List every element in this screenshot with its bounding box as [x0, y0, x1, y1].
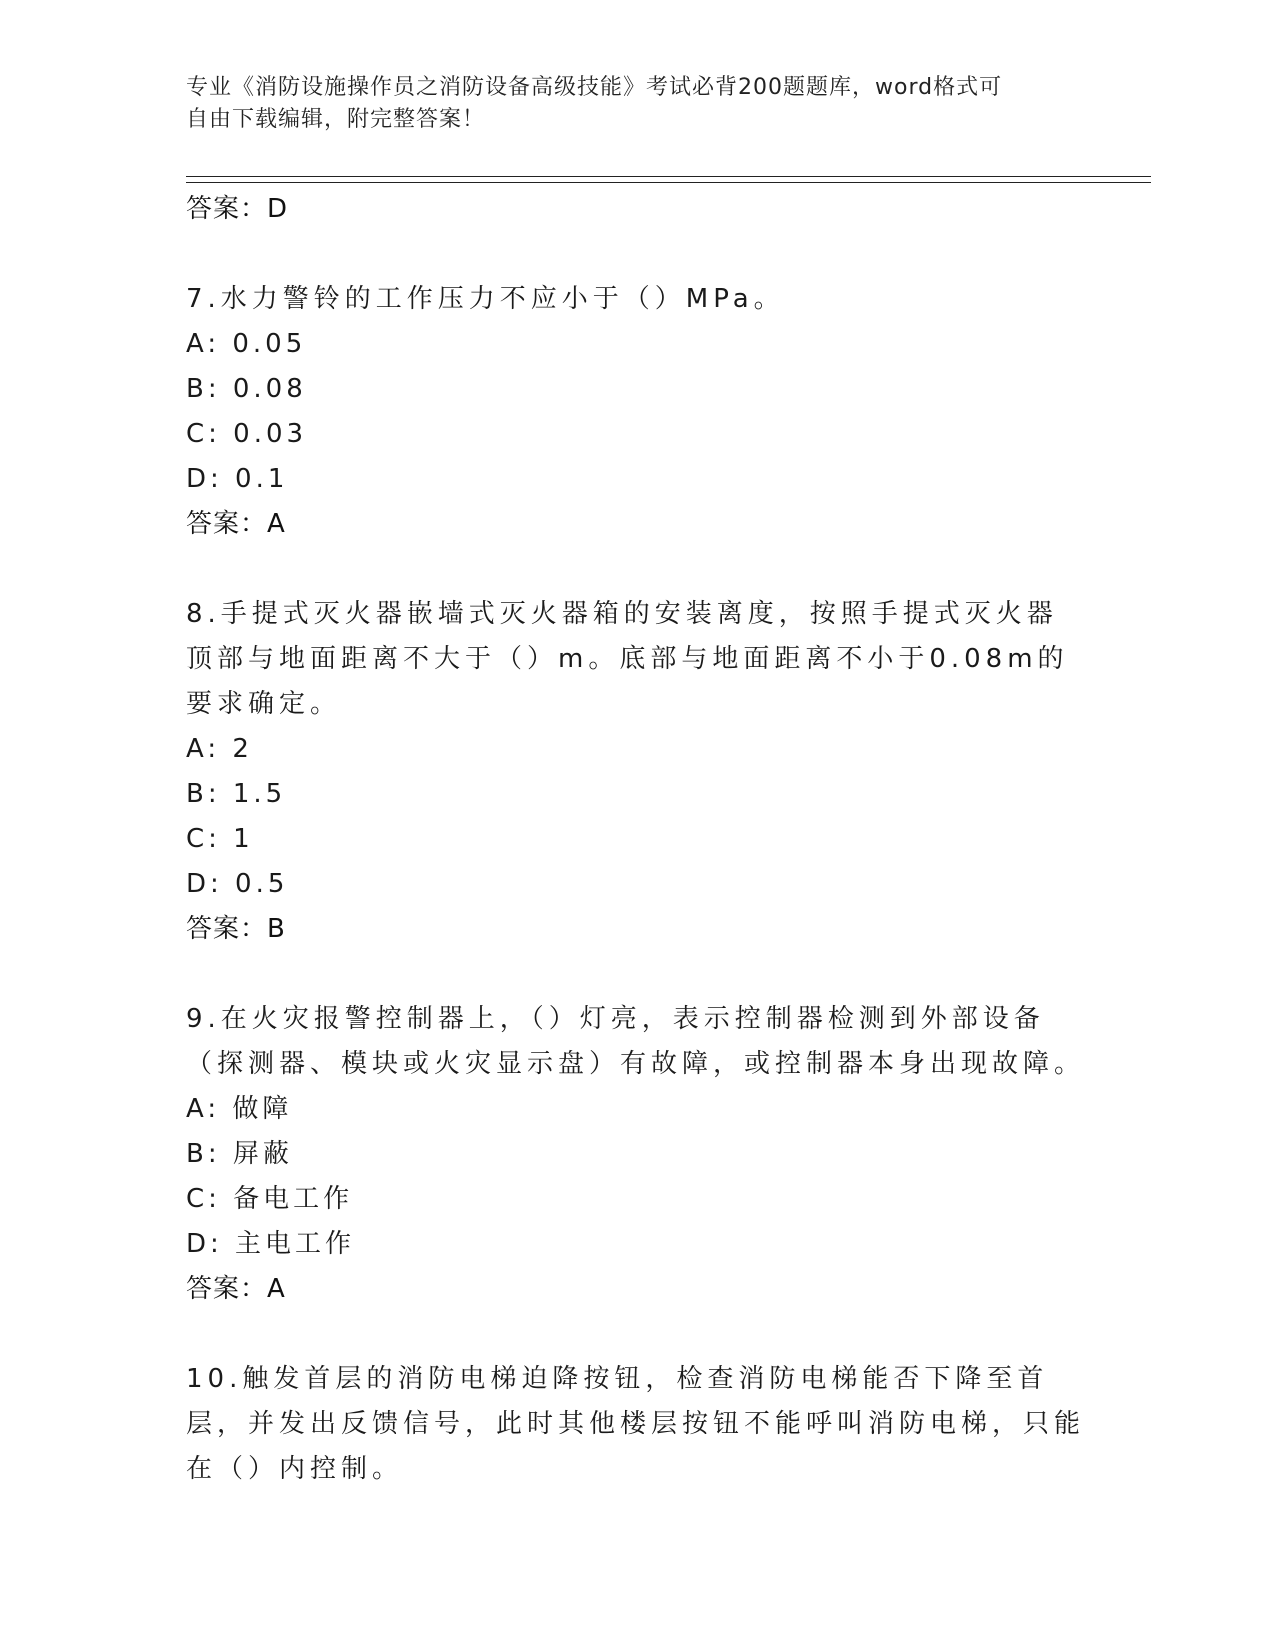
- question-text: 8.手提式灭火器嵌墙式灭火器箱的安装离度，按照手提式灭火器顶部与地面距离不大于（）m。底部与地面距离不小于0.08m的要求确定。: [186, 599, 1069, 719]
- option-d: D: 0.1: [186, 464, 289, 494]
- question-10: [186, 1357, 1086, 1492]
- question-text: 10.触发首层的消防电梯迫降按钮，检查消防电梯能否下降至首层，并发出反馈信号，此时其他楼层按钮不能呼叫消防电梯，只能在（）内控制。: [186, 1364, 1086, 1484]
- header-line-2: 自由下载编辑，附完整答案！: [186, 107, 486, 132]
- option-a: A: 0.05: [186, 329, 307, 359]
- question-7: [186, 277, 1086, 547]
- answer: 答案：B: [186, 914, 286, 944]
- option-b: B: 0.08: [186, 374, 307, 404]
- spacer: [186, 232, 1086, 277]
- header-line-1: 专业《消防设施操作员之消防设备高级技能》考试必背200题题库，word格式可: [186, 75, 1003, 100]
- question-list: [186, 187, 1086, 1492]
- option-b: B: 屏蔽: [186, 1139, 293, 1169]
- option-a: A: 做障: [186, 1094, 293, 1124]
- option-c: C: 1: [186, 824, 254, 854]
- option-c: C: 备电工作: [186, 1184, 354, 1214]
- answer: 答案：A: [186, 1274, 286, 1304]
- option-d: D: 0.5: [186, 869, 289, 899]
- option-c: C: 0.03: [186, 419, 308, 449]
- option-b: B: 1.5: [186, 779, 287, 809]
- question-text: 9.在火灾报警控制器上，（）灯亮，表示控制器检测到外部设备（探测器、模块或火灾显示盘）有故障，或控制器本身出现故障。: [186, 1004, 1086, 1079]
- answer: 答案：A: [186, 509, 286, 539]
- document-header: [186, 72, 1066, 136]
- spacer: [186, 952, 1086, 997]
- question-8: [186, 592, 1086, 952]
- option-a: A: 2: [186, 734, 253, 764]
- spacer: [186, 547, 1086, 592]
- spacer: [186, 1312, 1086, 1357]
- answer-previous: 答案：D: [186, 194, 289, 224]
- question-text: 7.水力警铃的工作压力不应小于（）MPa。: [186, 284, 785, 314]
- question-9: [186, 997, 1086, 1312]
- header-divider: [186, 176, 1151, 183]
- option-d: D: 主电工作: [186, 1229, 356, 1259]
